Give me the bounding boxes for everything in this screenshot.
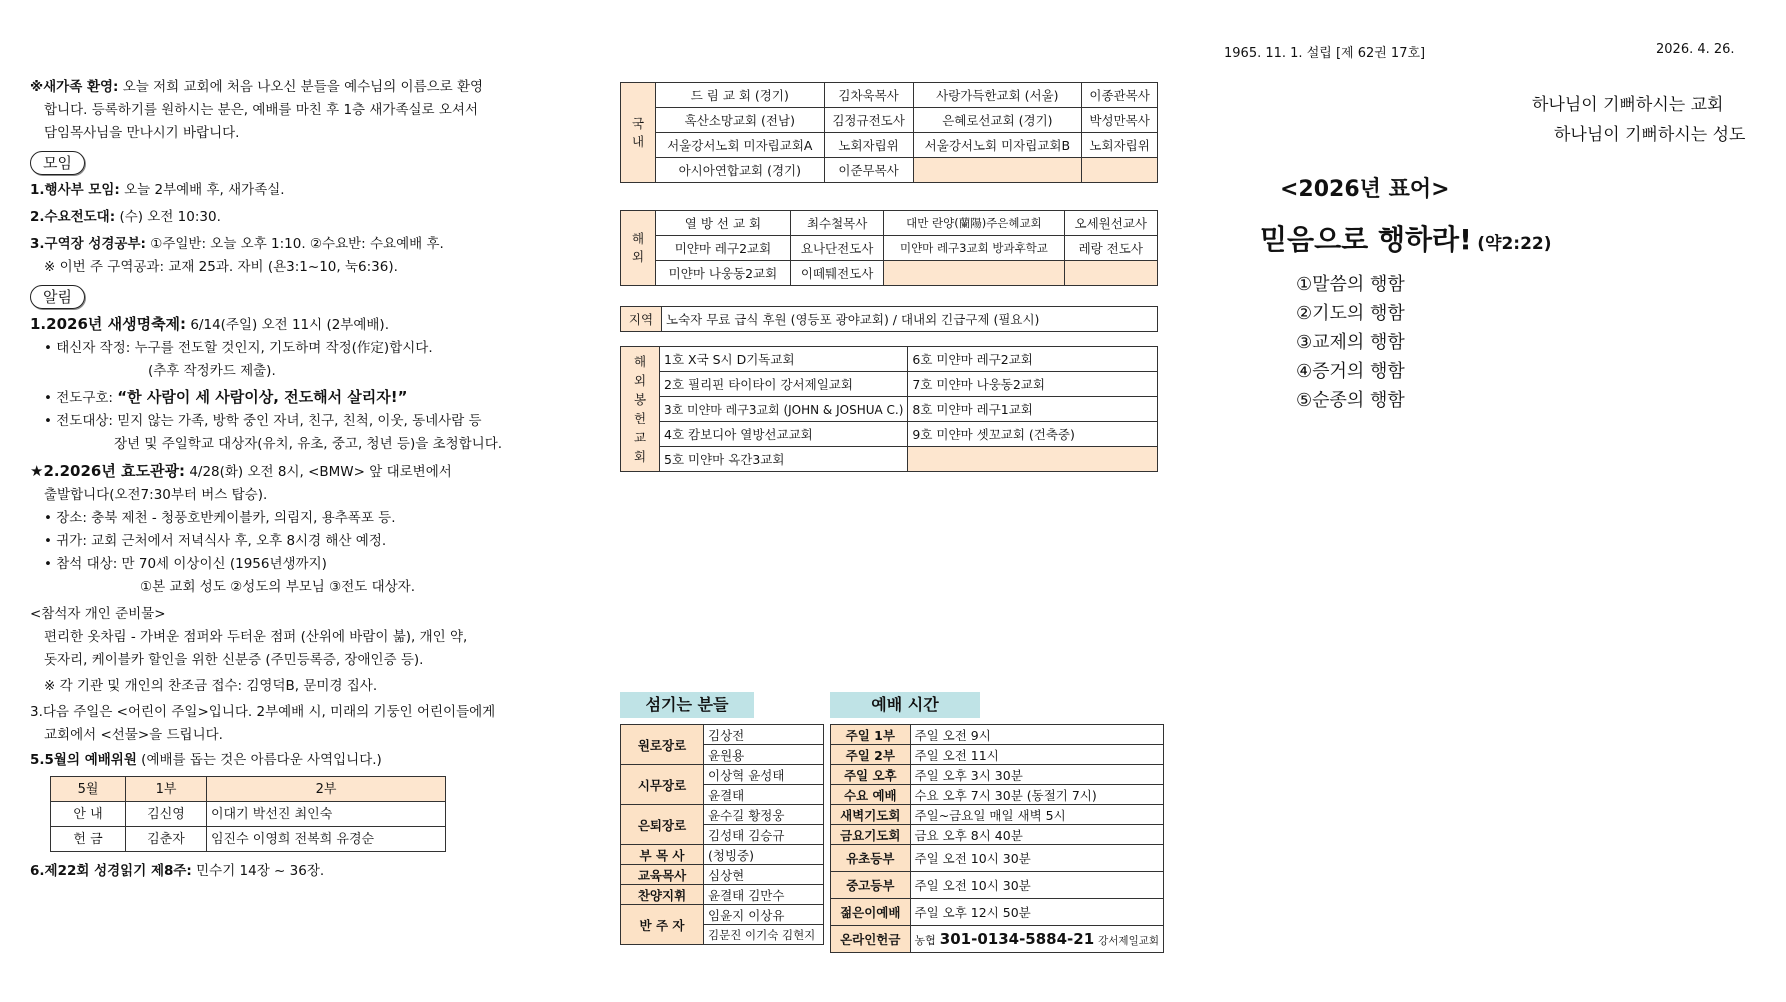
worship-heading: 예배 시간 bbox=[830, 692, 980, 718]
worship-label: 젊은이예배 bbox=[831, 899, 911, 926]
worship-time: 주일~금요일 매일 새벽 5시 bbox=[910, 805, 1163, 825]
notice-2-bullet-2: • 귀가: 교회 근처에서 저녁식사 후, 오후 8시경 해산 예정. bbox=[44, 533, 387, 549]
welcome-label: ※새가족 환영: bbox=[30, 79, 119, 95]
prep-line-2: 돗자리, 케이블카 할인을 위한 신분증 (주민등록증, 장애인증 등). bbox=[44, 652, 424, 668]
duty-cell: 임진수 이영희 전복희 유경순 bbox=[207, 827, 446, 852]
worship-label: 주일 2부 bbox=[831, 745, 911, 765]
prep-line-1: 편리한 옷차림 - 가벼운 점퍼와 두터운 점퍼 (산위에 바람이 붊), 개인 약, bbox=[44, 629, 468, 645]
mission-church: 사랑가득한교회 (서울) bbox=[913, 83, 1082, 108]
account-owner: 강서제일교회 bbox=[1098, 935, 1159, 947]
worship-table bbox=[830, 724, 1164, 953]
servant-role: 교육목사 bbox=[621, 865, 704, 885]
empty-cell bbox=[913, 158, 1082, 183]
meeting-2-text: (수) 오전 10:30. bbox=[119, 209, 221, 225]
prep-title: <참석자 개인 준비물> bbox=[30, 606, 166, 622]
meeting-1-label: 1.행사부 모임: bbox=[30, 182, 120, 198]
notice-1-text: 6/14(주일) 오전 11시 (2부예배). bbox=[190, 317, 389, 333]
mission-pastor: 이종관목사 bbox=[1082, 83, 1158, 108]
worship-label: 금요기도회 bbox=[831, 825, 911, 845]
list-item: ④증거의 행함 bbox=[1296, 361, 1405, 382]
worship-time: 주일 오후 12시 50분 bbox=[910, 899, 1163, 926]
worship-time: 주일 오전 9시 bbox=[910, 725, 1163, 745]
duty-header-2: 2부 bbox=[207, 777, 446, 802]
dedication-church: 1호 X국 S시 D기독교회 bbox=[660, 347, 908, 372]
dedication-church: 2호 필리핀 타이타이 강서제일교회 bbox=[660, 372, 908, 397]
servant-name: 윤결태 김만수 bbox=[704, 885, 824, 905]
domestic-missions-table bbox=[620, 82, 1158, 183]
meeting-3-sub: ※ 이번 주 구역공과: 교재 25과. 자비 (욘3:1~10, 눅6:36). bbox=[44, 259, 398, 275]
notice-3-line-2: 교회에서 <선물>을 드립니다. bbox=[44, 727, 223, 743]
servant-role: 시무장로 bbox=[621, 765, 704, 805]
mission-pastor: 이떼퉤전도사 bbox=[790, 261, 883, 286]
account-number: 301-0134-5884-21 bbox=[939, 930, 1095, 948]
mission-church: 미얀마 나웅동2교회 bbox=[656, 261, 791, 286]
notice-6-text: 민수기 14장 ~ 36장. bbox=[196, 863, 325, 879]
worship-label: 새벽기도회 bbox=[831, 805, 911, 825]
overseas-missions-table bbox=[620, 210, 1158, 286]
year-motto-title: <2026년 표어> bbox=[1280, 177, 1450, 202]
dedication-church: 9호 미얀마 셋꼬교회 (건축중) bbox=[908, 422, 1158, 447]
servant-name: 윤수길 황정웅 bbox=[704, 805, 824, 825]
mission-pastor: 이준무목사 bbox=[824, 158, 913, 183]
servants-table bbox=[620, 724, 824, 945]
servant-name: 김성태 김승규 bbox=[704, 825, 824, 845]
notice-1-bullet-3b: 장년 및 주일학교 대상자(유치, 유초, 중고, 청년 등)을 초청합니다. bbox=[114, 436, 503, 452]
servant-role: 원로장로 bbox=[621, 725, 704, 765]
region-table bbox=[620, 306, 1158, 332]
dedication-church: 6호 미얀마 레구2교회 bbox=[908, 347, 1158, 372]
duty-cell: 김춘자 bbox=[126, 827, 207, 852]
list-item: ⑤순종의 행함 bbox=[1296, 390, 1405, 411]
notice-3-line-1: 3.다음 주일은 <어린이 주일>입니다. 2부예배 시, 미래의 기둥인 어린이들에게 bbox=[30, 704, 496, 720]
mission-pastor: 박성만목사 bbox=[1082, 108, 1158, 133]
list-item: ①말씀의 행함 bbox=[1296, 274, 1405, 295]
worship-label: 주일 1부 bbox=[831, 725, 911, 745]
meeting-2-label: 2.수요전도대: bbox=[30, 209, 116, 225]
worship-time: 수요 오후 7시 30분 (동절기 7시) bbox=[910, 785, 1163, 805]
region-text: 노숙자 무료 급식 후원 (영등포 광야교회) / 대내외 긴급구제 (필요시) bbox=[662, 307, 1158, 332]
notice-2-bullet-1: • 장소: 충북 제천 - 청풍호반케이블카, 의림지, 용추폭포 등. bbox=[44, 510, 396, 526]
servant-role: 찬양지휘 bbox=[621, 885, 704, 905]
servant-name: 이상혁 윤성태 bbox=[704, 765, 824, 785]
notice-5-text: (예배를 돕는 것은 아름다운 사역입니다.) bbox=[141, 752, 382, 768]
list-item: ③교제의 행함 bbox=[1296, 332, 1405, 353]
empty-cell bbox=[1082, 158, 1158, 183]
mission-pastor: 오세원선교사 bbox=[1064, 211, 1158, 236]
mission-church: 은혜로선교회 (경기) bbox=[913, 108, 1082, 133]
meeting-1-text: 오늘 2부예배 후, 새가족실. bbox=[124, 182, 285, 198]
worship-time: 주일 오전 10시 30분 bbox=[910, 845, 1163, 872]
servant-name: 임윤지 이상유 bbox=[704, 905, 824, 925]
duty-cell: 헌 금 bbox=[51, 827, 126, 852]
worship-time: 주일 오전 10시 30분 bbox=[910, 872, 1163, 899]
mission-pastor: 최수철목사 bbox=[790, 211, 883, 236]
notice-2-bullet-3b: ①본 교회 성도 ②성도의 부모님 ③전도 대상자. bbox=[140, 579, 416, 595]
mission-church: 미얀마 레구2교회 bbox=[656, 236, 791, 261]
duty-cell: 안 내 bbox=[51, 802, 126, 827]
worship-label: 수요 예배 bbox=[831, 785, 911, 805]
mission-church: 드 림 교 회 (경기) bbox=[656, 83, 825, 108]
mission-church: 대만 란양(蘭陽)주은혜교회 bbox=[884, 211, 1064, 236]
table-row bbox=[51, 827, 446, 852]
dedication-church: 7호 미얀마 나웅동2교회 bbox=[908, 372, 1158, 397]
servant-role: 반 주 자 bbox=[621, 905, 704, 945]
notice-1-slogan: “한 사람이 세 사람이상, 전도해서 살리자!” bbox=[117, 388, 408, 406]
dedication-label: 해 외 봉 헌 교 회 bbox=[621, 347, 660, 472]
notice-1-bullet-1: • 태신자 작정: 누구를 전도할 것인지, 기도하며 작정(作定)합시다. bbox=[44, 340, 433, 356]
servant-name: (청빙중) bbox=[704, 845, 824, 865]
mission-pastor: 김정규전도사 bbox=[824, 108, 913, 133]
meeting-3-text: ①주일반: 오늘 오후 1:10. ②수요반: 수요예배 후. bbox=[150, 236, 444, 252]
notice-1-bullet-1b: (추후 작정카드 제출). bbox=[148, 363, 276, 379]
moim-heading: 모임 bbox=[30, 151, 85, 175]
servants-heading: 섬기는 분들 bbox=[620, 692, 754, 718]
notice-1-label: 1.2026년 새생명축제: bbox=[30, 315, 187, 333]
mission-church: 열 방 선 교 회 bbox=[656, 211, 791, 236]
dedication-table bbox=[620, 346, 1158, 472]
mission-pastor: 레랑 전도사 bbox=[1064, 236, 1158, 261]
meeting-3-label: 3.구역장 성경공부: bbox=[30, 236, 146, 252]
mission-pastor: 요나단전도사 bbox=[790, 236, 883, 261]
mission-church: 혹산소망교회 (전남) bbox=[656, 108, 825, 133]
table-row bbox=[51, 802, 446, 827]
worship-label: 주일 오후 bbox=[831, 765, 911, 785]
bank-name: 농협 bbox=[914, 934, 936, 947]
founded-info: 1965. 11. 1. 설립 [제 62권 17호] bbox=[1224, 46, 1426, 61]
alim-heading: 알림 bbox=[30, 285, 85, 309]
dedication-church: 3호 미얀마 레구3교회 (JOHN & JOSHUA C.) bbox=[660, 397, 908, 422]
worship-label: 중고등부 bbox=[831, 872, 911, 899]
servant-role: 부 목 사 bbox=[621, 845, 704, 865]
duty-cell: 이대기 박선진 최인숙 bbox=[207, 802, 446, 827]
servant-name: 김상전 bbox=[704, 725, 824, 745]
dedication-church: 5호 미얀마 옥간3교회 bbox=[660, 447, 908, 472]
region-label: 지역 bbox=[621, 307, 662, 332]
mission-pastor: 노회자립위 bbox=[824, 133, 913, 158]
mission-pastor: 김차욱목사 bbox=[824, 83, 913, 108]
mission-church: 아시아연합교회 (경기) bbox=[656, 158, 825, 183]
worship-time: 주일 오전 11시 bbox=[910, 745, 1163, 765]
year-slogan-ref: (약2:22) bbox=[1477, 234, 1552, 254]
motto-items bbox=[1296, 270, 1405, 415]
servant-name: 심상현 bbox=[704, 865, 824, 885]
duty-header-1: 1부 bbox=[126, 777, 207, 802]
servant-name: 김문진 이기숙 김현지 bbox=[704, 925, 824, 945]
notice-2-text: 4/28(화) 오전 8시, <BMW> 앞 대로변에서 bbox=[189, 464, 452, 480]
welcome-line-3: 담임목사님을 만나시기 바랍니다. bbox=[44, 125, 240, 141]
duty-header-month: 5월 bbox=[51, 777, 126, 802]
empty-cell bbox=[884, 261, 1064, 286]
mission-church: 서울강서노회 미자립교회B bbox=[913, 133, 1082, 158]
duty-table bbox=[50, 776, 446, 852]
empty-cell bbox=[1064, 261, 1158, 286]
notice-1-bullet-2-label: • 전도구호: bbox=[44, 390, 113, 406]
domestic-label: 국 내 bbox=[621, 83, 656, 183]
overseas-label: 해 외 bbox=[621, 211, 656, 286]
mission-pastor: 노회자립위 bbox=[1082, 133, 1158, 158]
year-slogan: 믿음으로 행하라! bbox=[1260, 223, 1472, 256]
issue-date: 2026. 4. 26. bbox=[1656, 42, 1735, 57]
worship-time: 금요 오후 8시 40분 bbox=[910, 825, 1163, 845]
list-item: ②기도의 행함 bbox=[1296, 303, 1405, 324]
mission-church: 서울강서노회 미자립교회A bbox=[656, 133, 825, 158]
prep-line-3: ※ 각 기관 및 개인의 찬조금 접수: 김영덕B, 문미경 집사. bbox=[44, 678, 378, 694]
welcome-line-1: 오늘 저희 교회에 처음 나오신 분들을 예수님의 이름으로 환영 bbox=[122, 79, 484, 95]
mission-church: 미얀마 레구3교회 방과후학교 bbox=[884, 236, 1064, 261]
servant-role: 은퇴장로 bbox=[621, 805, 704, 845]
worship-time: 주일 오후 3시 30분 bbox=[910, 765, 1163, 785]
notice-2-label: ★2.2026년 효도관광: bbox=[30, 462, 186, 480]
notice-6-label: 6.제22회 성경읽기 제8주: bbox=[30, 863, 192, 879]
motto-line-1: 하나님이 기뻐하시는 교회 bbox=[1532, 95, 1724, 115]
notice-1-bullet-3: • 전도대상: 믿지 않는 가족, 방학 중인 자녀, 친구, 친척, 이웃, 동네사람 등 bbox=[44, 413, 482, 429]
notice-2-text-2: 출발합니다(오전7:30부터 버스 탑승). bbox=[44, 487, 268, 503]
motto-line-2: 하나님이 기뻐하시는 성도 bbox=[1554, 125, 1746, 145]
left-column bbox=[30, 76, 570, 883]
dedication-church: 8호 미얀마 레구1교회 bbox=[908, 397, 1158, 422]
servant-name: 윤결태 bbox=[704, 785, 824, 805]
dedication-church: 4호 캄보디아 열방선교교회 bbox=[660, 422, 908, 447]
servant-name: 윤원용 bbox=[704, 745, 824, 765]
notice-2-bullet-3: • 참석 대상: 만 70세 이상이신 (1956년생까지) bbox=[44, 556, 327, 572]
welcome-line-2: 합니다. 등록하기를 원하시는 분은, 예배를 마친 후 1층 새가족실로 오셔서 bbox=[44, 102, 478, 118]
worship-label: 유초등부 bbox=[831, 845, 911, 872]
online-offering-label: 온라인헌금 bbox=[831, 926, 911, 953]
duty-cell: 김신영 bbox=[126, 802, 207, 827]
notice-5-label: 5.5월의 예배위원 bbox=[30, 752, 137, 768]
empty-cell bbox=[908, 447, 1158, 472]
